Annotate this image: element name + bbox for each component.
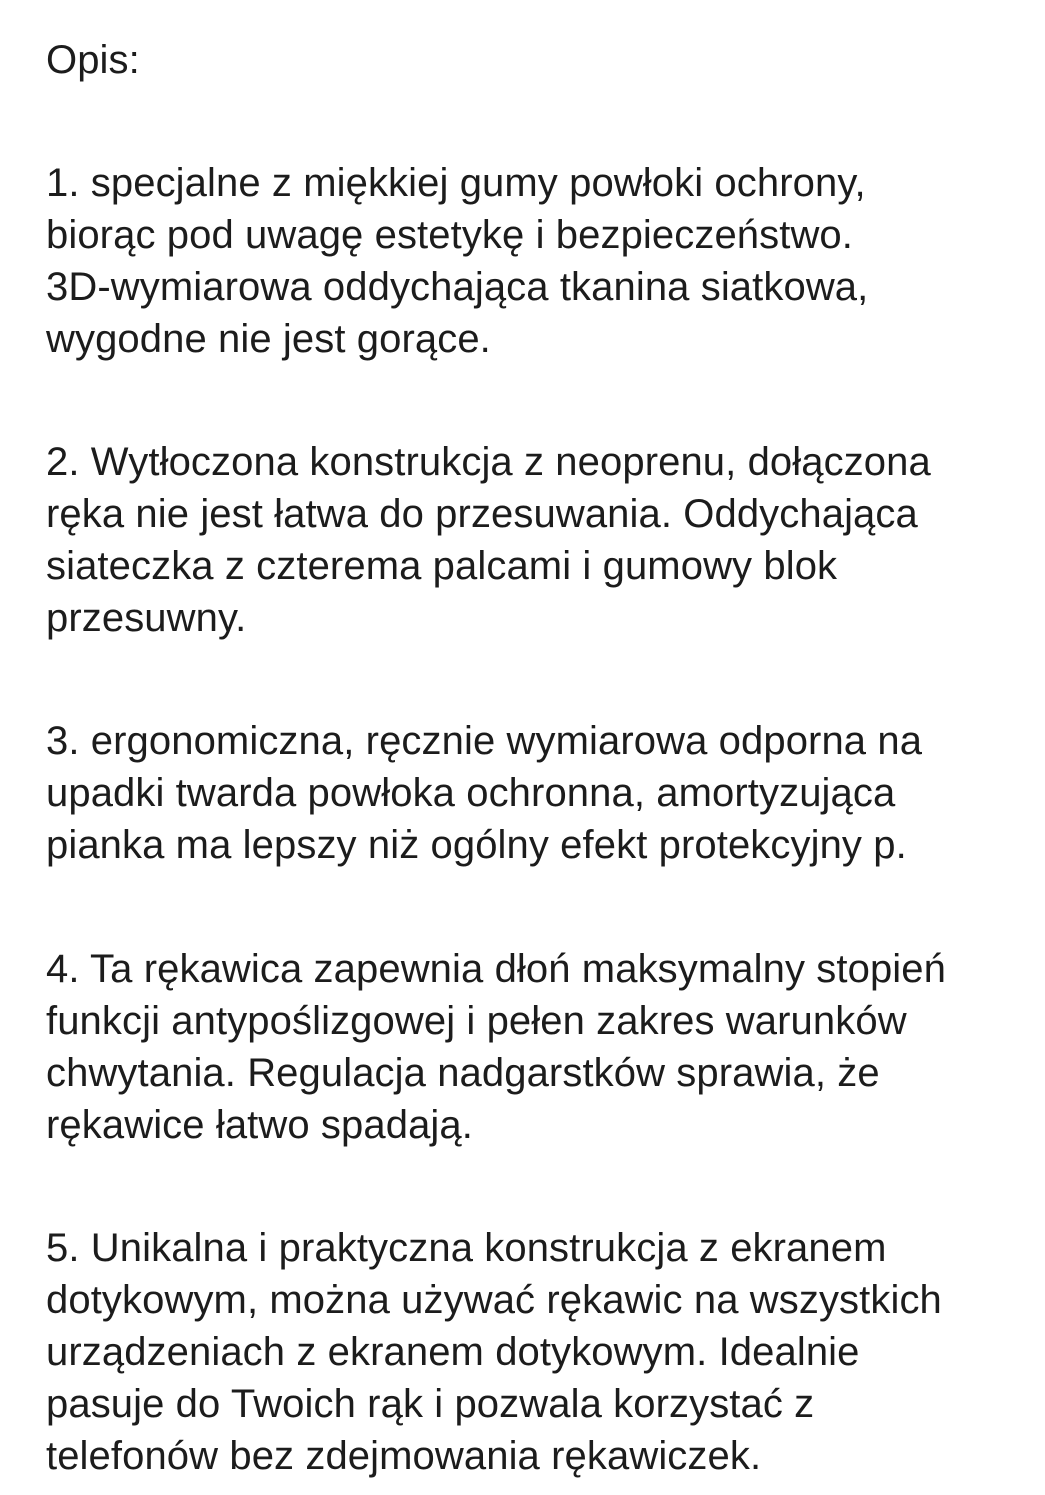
item-2-line: przesuwny.	[46, 596, 247, 640]
description-heading	[46, 34, 1031, 86]
item-1-line: 1. specjalne z miękkiej gumy powłoki ochrony,	[46, 161, 866, 205]
item-2-line: siateczka z czterema palcami i gumowy blok	[46, 544, 838, 588]
description-item-5	[46, 1222, 1031, 1482]
item-3-line: 3. ergonomiczna, ręcznie wymiarowa odporna na	[46, 719, 923, 763]
item-1-line: 3D-wymiarowa oddychająca tkanina siatkowa,	[46, 265, 869, 309]
description-item-2	[46, 436, 1031, 644]
item-4-line: chwytania. Regulacja nadgarstków sprawia, że	[46, 1051, 880, 1095]
item-5-line: 5. Unikalna i praktyczna konstrukcja z ekranem	[46, 1226, 887, 1270]
item-1-line: biorąc pod uwagę estetykę i bezpieczeństwo.	[46, 213, 853, 257]
item-5-line: dotykowym, można używać rękawic na wszystkich	[46, 1278, 942, 1322]
item-2-line: 2. Wytłoczona konstrukcja z neoprenu, dołączona	[46, 440, 931, 484]
item-4-line: funkcji antypoślizgowej i pełen zakres warunków	[46, 999, 907, 1043]
item-4-line: 4. Ta rękawica zapewnia dłoń maksymalny stopień	[46, 947, 946, 991]
item-5-line: urządzeniach z ekranem dotykowym. Idealnie	[46, 1330, 860, 1374]
item-2-line: ręka nie jest łatwa do przesuwania. Oddychająca	[46, 492, 918, 536]
description-item-3	[46, 715, 1031, 871]
item-3-line: upadki twarda powłoka ochronna, amortyzująca	[46, 771, 896, 815]
description-item-1	[46, 157, 1031, 365]
item-5-line: pasuje do Twoich rąk i pozwala korzystać z	[46, 1382, 815, 1426]
description-item-4	[46, 943, 1031, 1151]
item-4-line: rękawice łatwo spadają.	[46, 1103, 473, 1147]
heading-text: Opis:	[46, 38, 140, 82]
item-1-line: wygodne nie jest gorące.	[46, 317, 491, 361]
item-3-line: pianka ma lepszy niż ogólny efekt protekcyjny p.	[46, 823, 907, 867]
item-5-line: telefonów bez zdejmowania rękawiczek.	[46, 1434, 762, 1478]
